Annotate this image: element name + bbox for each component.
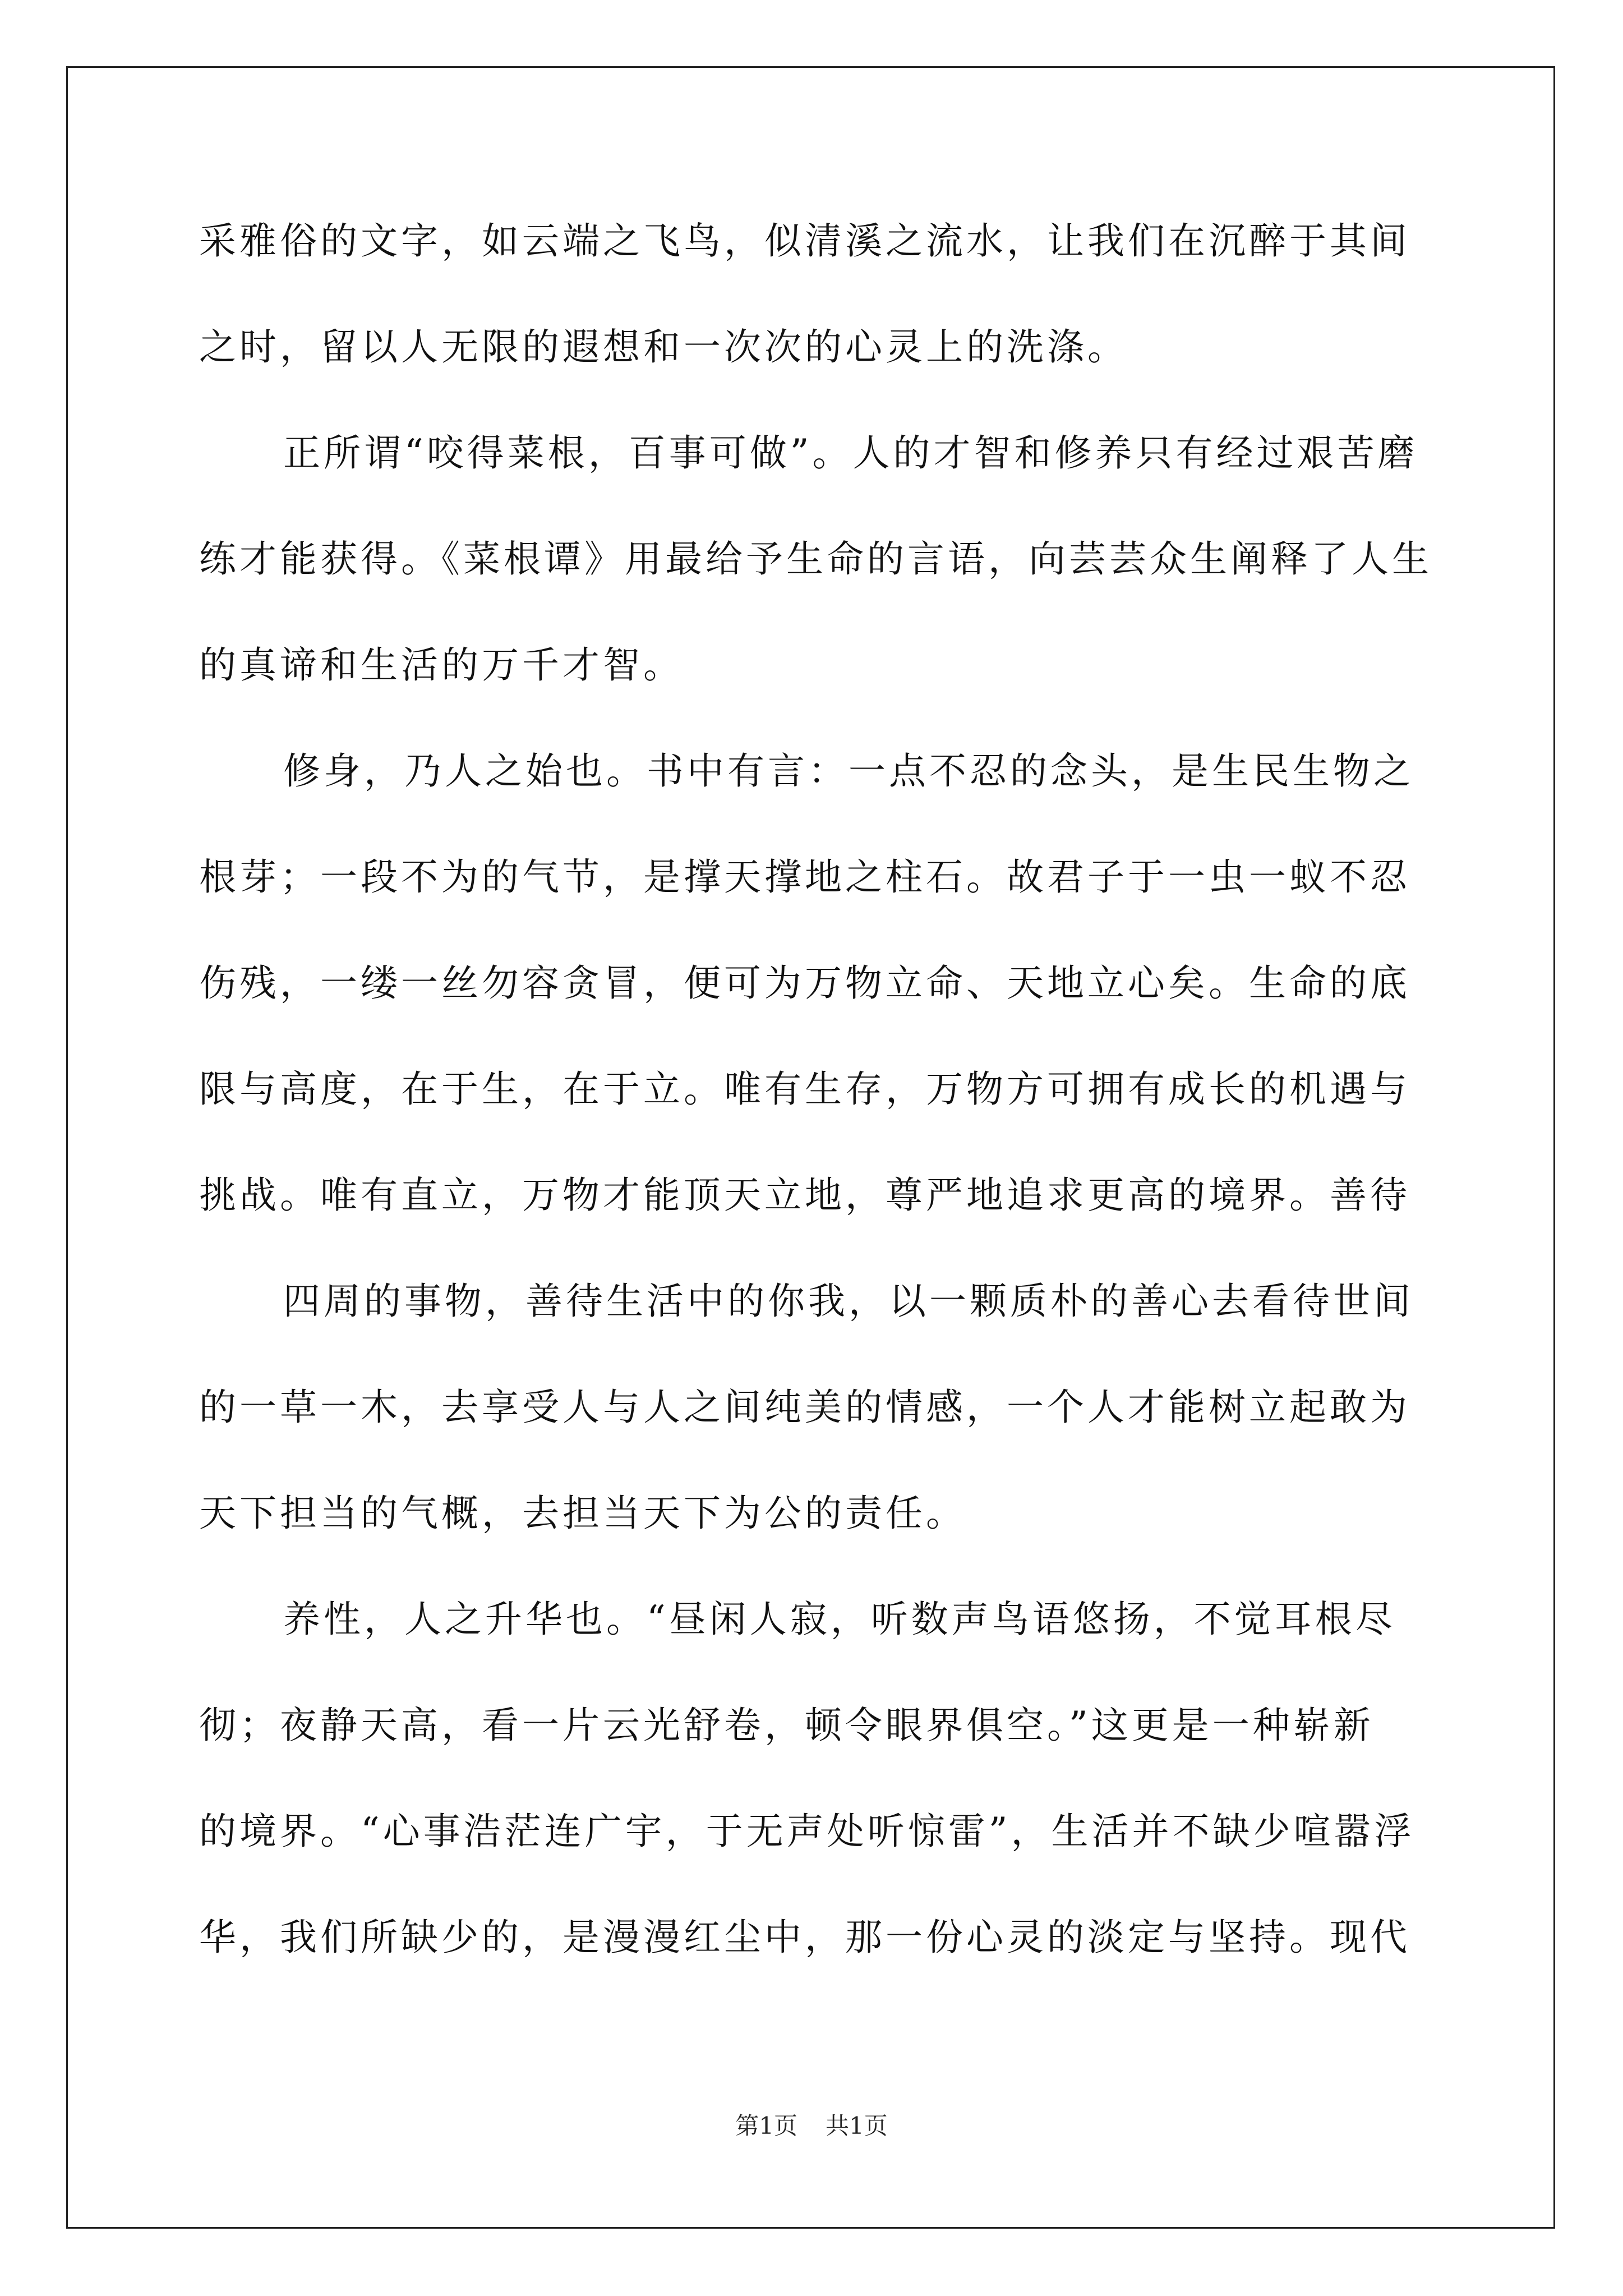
document-body — [199, 210, 1432, 2013]
text-line-10: 挑战。唯有直立，万物才能顶天立地，尊严地追求更高的境界。善待 — [199, 1174, 1410, 1217]
text-line-7: 根芽；一段不为的气节，是撑天撑地之柱石。故君子于一虫一蚁不忍 — [199, 855, 1410, 899]
text-line-3: 正所谓“咬得菜根，百事可做”。人的才智和修养只有经过艰苦磨 — [283, 431, 1418, 475]
text-line-1: 采雅俗的文字，如云端之飞鸟，似清溪之流水，让我们在沉醉于其间 — [199, 219, 1410, 263]
text-line-16: 的境界。“心事浩茫连广宇，于无声处听惊雷”，生活并不缺少喧嚣浮 — [199, 1810, 1415, 1853]
text-line-14: 养性，人之升华也。“昼闲人寂，听数声鸟语悠扬，不觉耳根尽 — [283, 1598, 1396, 1641]
page-total: 共1页 — [826, 2112, 888, 2139]
text-line-9: 限与高度，在于生，在于立。唯有生存，万物方可拥有成长的机遇与 — [199, 1068, 1410, 1111]
text-line-13: 天下担当的气概，去担当天下为公的责任。 — [199, 1492, 966, 1535]
text-line-2: 之时，留以人无限的遐想和一次次的心灵上的洗涤。 — [199, 325, 1128, 369]
page-number: 第1页 — [735, 2112, 797, 2139]
text-line-11: 四周的事物，善待生活中的你我，以一颗质朴的善心去看待世间 — [283, 1280, 1414, 1323]
text-line-15: 彻；夜静天高，看一片云光舒卷，顿令眼界俱空。”这更是一种崭新 — [199, 1704, 1374, 1747]
text-line-8: 伤残，一缕一丝勿容贪冒，便可为万物立命、天地立心矣。生命的底 — [199, 961, 1410, 1005]
text-line-5: 的真谛和生活的万千才智。 — [199, 643, 684, 687]
text-line-17: 华，我们所缺少的，是漫漫红尘中，那一份心灵的淡定与坚持。现代 — [199, 1916, 1410, 1959]
text-line-6: 修身，乃人之始也。书中有言：一点不忍的念头，是生民生物之 — [283, 749, 1414, 793]
text-line-12: 的一草一木，去享受人与人之间纯美的情感，一个人才能树立起敢为 — [199, 1386, 1410, 1429]
text-line-4: 练才能获得。《菜根谭》用最给予生命的言语，向芸芸众生阐释了人生 — [199, 537, 1432, 581]
page-footer — [0, 2109, 1623, 2143]
